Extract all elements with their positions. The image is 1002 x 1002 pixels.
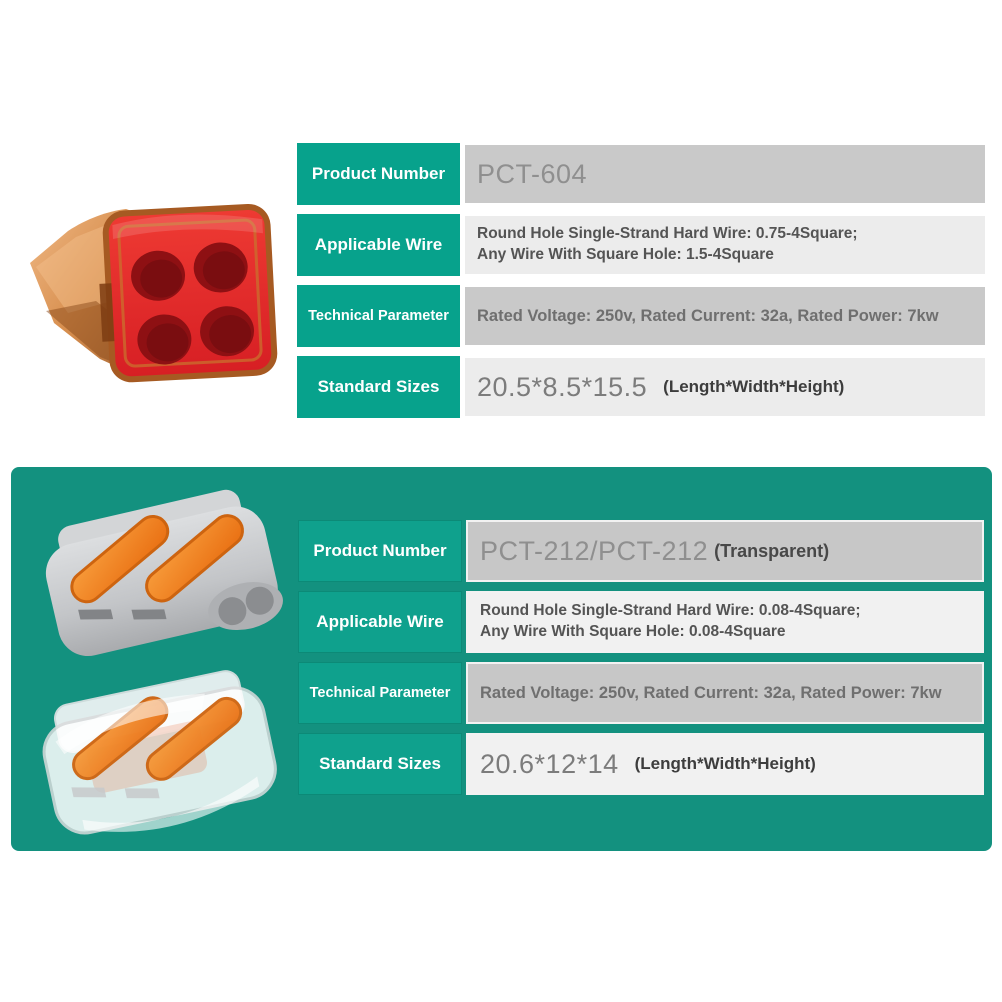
spec-row-applicable-wire [297,214,985,276]
spec-row-standard-sizes [298,733,984,795]
spec-label: Applicable Wire [298,591,462,653]
product-number-value: PCT-604 [477,158,588,189]
technical-parameter-value: Rated Voltage: 250v, Rated Current: 32a, Rated Power: 7kw [477,306,939,325]
pct-604-connector-image [16,181,292,403]
wire-line-1: Round Hole Single-Strand Hard Wire: 0.75-4Square; [477,225,858,243]
size-note: (Length*Width*Height) [663,377,845,396]
pct-212-gray-connector-image [32,478,294,664]
spec-row-technical-parameter [298,662,984,724]
applicable-wire-value [477,224,858,266]
pct-604-spec-table [297,143,985,427]
spec-row-standard-sizes [297,356,985,418]
spec-value [466,733,984,795]
spec-label: Standard Sizes [298,733,462,795]
spec-label: Product Number [297,143,460,205]
product-number-value: PCT-212/PCT-212 [480,535,709,566]
spec-row-product-number [297,143,985,205]
pct-212-spec-table [298,520,984,804]
spec-row-applicable-wire [298,591,984,653]
spec-value [465,358,985,416]
technical-parameter-value: Rated Voltage: 250v, Rated Current: 32a, Rated Power: 7kw [480,683,942,702]
wire-line-2: Any Wire With Square Hole: 1.5-4Square [477,246,774,263]
spec-label: Technical Parameter [298,662,462,724]
applicable-wire-value [480,601,861,643]
size-value: 20.5*8.5*15.5 [477,371,648,402]
wire-line-2: Any Wire With Square Hole: 0.08-4Square [480,623,786,640]
spec-row-product-number [298,520,984,582]
spec-value [465,287,985,345]
spec-label: Applicable Wire [297,214,460,276]
red-connector-illustration [16,181,292,403]
wire-line-1: Round Hole Single-Strand Hard Wire: 0.08-4Square; [480,602,861,620]
spec-value [466,591,984,653]
spec-row-technical-parameter [297,285,985,347]
spec-label: Technical Parameter [297,285,460,347]
transparent-connector-illustration [30,662,292,842]
spec-value [466,662,984,724]
product-number-suffix: (Transparent) [714,540,830,561]
spec-value [465,145,985,203]
spec-label: Product Number [298,520,462,582]
spec-label: Standard Sizes [297,356,460,418]
spec-value [466,520,984,582]
pct-212-transparent-connector-image [30,662,292,842]
size-note: (Length*Width*Height) [634,754,816,773]
gray-connector-illustration [32,478,294,664]
size-value: 20.6*12*14 [480,748,619,779]
spec-value [465,216,985,274]
